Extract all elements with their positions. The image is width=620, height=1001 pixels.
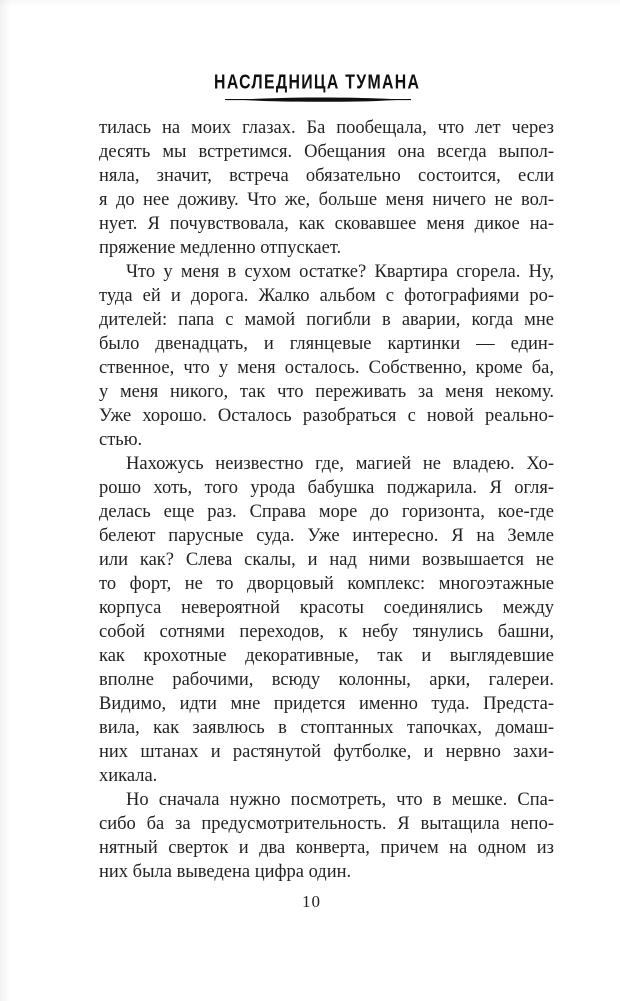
text-line: них штанах и растянутой футболке, и нервно захи- — [99, 742, 554, 762]
book-title: НАСЛЕДНИЦА ТУМАНА — [214, 70, 421, 94]
text-line: Видимо, идти мне придется именно туда. Предста- — [99, 694, 554, 714]
text-line: них была выведена цифра один. — [99, 862, 352, 882]
text-line: собой сотнями переходов, к небу тянулись башни, — [99, 622, 554, 642]
paragraph — [99, 788, 554, 884]
page-body — [99, 116, 554, 884]
paragraph — [99, 116, 554, 260]
text-line: Нахожусь неизвестно где, магией не владею. Хо- — [126, 454, 554, 474]
text-line: вполне рабочими, всюду колонны, арки, галереи. — [99, 670, 554, 690]
text-line: я до нее доживу. Что же, больше меня ничего не вол- — [99, 190, 554, 210]
text-line: няла, значит, встреча обязательно состоится, если — [99, 166, 554, 186]
paragraph — [99, 452, 554, 788]
text-line: то форт, не то дворцовый комплекс: многоэтажные — [99, 574, 554, 594]
text-line: Но сначала нужно посмотреть, что в мешке. Спа- — [126, 790, 554, 810]
text-line: ственное, что у меня осталось. Собственно, кроме ба, — [99, 358, 554, 378]
text-line: белеют парусные суда. Уже интересно. Я на Земле — [99, 526, 554, 546]
text-line: было двенадцать, и глянцевые картинки — един- — [99, 334, 554, 354]
text-line: рошо хоть, того урода бабушка поджарила. Я огля- — [99, 478, 554, 498]
scan-shadow-left-edge — [0, 0, 10, 1001]
text-line: пряжение медленно отпускает. — [99, 238, 342, 258]
text-line: делась еще раз. Справа море до горизонта, кое-где — [99, 502, 554, 522]
scan-shadow-top-edge — [0, 0, 620, 8]
text-line: как крохотные декоративные, так и выглядевшие — [99, 646, 554, 666]
text-line: у меня никого, так что переживать за меня некому. — [99, 382, 554, 402]
text-line: Что у меня в сухом остатке? Квартира сгорела. Ну, — [126, 262, 554, 282]
paragraph — [99, 260, 554, 452]
text-line: корпуса невероятной красоты соединялись между — [99, 598, 554, 618]
title-underline-ornament — [225, 97, 411, 103]
running-head — [90, 70, 545, 103]
text-line: туда ей и дорога. Жалко альбом с фотографиями ро- — [99, 286, 554, 306]
text-line: нятный сверток и два конверта, причем на одном из — [99, 838, 554, 858]
text-line: вила, как заявлюсь в стоптанных тапочках, домаш- — [99, 718, 554, 738]
text-line: или как? Слева скалы, и над ними возвышается не — [99, 550, 554, 570]
text-line: сибо ба за предусмотрительность. Я вытащила непо- — [99, 814, 554, 834]
text-line: Уже хорошо. Осталось разобраться с новой реально- — [99, 406, 554, 426]
page-number: 10 — [302, 892, 321, 911]
text-line: стью. — [99, 430, 143, 450]
text-line: нует. Я почувствовала, как сковавшее меня дикое на- — [99, 214, 554, 234]
text-line: дителей: папа с мамой погибли в аварии, когда мне — [99, 310, 554, 330]
page-footer — [84, 892, 539, 912]
text-line: тилась на моих глазах. Ба пообещала, что лет через — [99, 118, 554, 138]
text-line: десять мы встретимся. Обещания она всегда выпол- — [99, 142, 554, 162]
text-line: хикала. — [99, 766, 158, 786]
